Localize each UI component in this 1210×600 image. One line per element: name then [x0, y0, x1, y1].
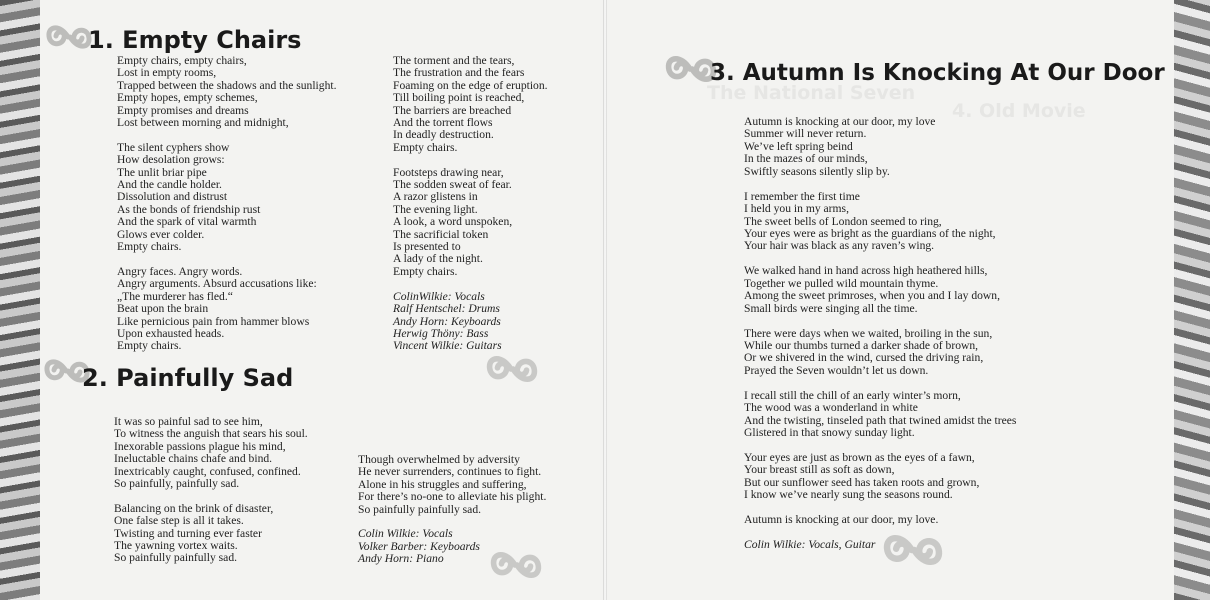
lyric-line: Glows ever colder.	[117, 227, 205, 241]
lyric-line: I remember the first time	[744, 189, 860, 203]
lyric-line: I held you in my arms,	[744, 202, 849, 216]
lyric-line: Upon exhausted heads.	[117, 326, 225, 340]
lyric-line: Or we shivered in the wind, cursed the driving rain,	[744, 351, 984, 365]
lyric-line: The sacrificial token	[393, 227, 489, 241]
stanza	[744, 265, 1016, 315]
stanza	[744, 116, 1016, 178]
lyric-line: The evening light.	[393, 202, 478, 216]
stanza	[744, 191, 1016, 253]
lyric-line: Lost between morning and midnight,	[117, 116, 289, 130]
lyric-line: Swiftly seasons silently slip by.	[744, 164, 890, 178]
lyric-line: Prayed the Seven wouldn’t let us down.	[744, 363, 929, 377]
credit-line: Vincent Wilkie: Guitars	[393, 339, 502, 353]
lyric-line: And the twisting, tinseled path that twined amidst the trees	[744, 413, 1017, 427]
autumn-credits	[744, 539, 1016, 551]
stanza	[117, 266, 337, 353]
autumn-lyrics	[744, 116, 1016, 551]
lyric-line: The sweet bells of London seemed to ring,	[744, 214, 942, 228]
left-page	[40, 0, 603, 600]
show-through-title: The National Seven	[707, 82, 916, 104]
lyric-line: I know we’ve nearly sung the seasons round.	[744, 488, 953, 502]
lyric-line: But our sunflower seed has taken roots and grown,	[744, 475, 980, 489]
lyric-line: And the candle holder.	[117, 178, 222, 192]
lyric-line: A look, a word unspoken,	[393, 215, 513, 229]
lyric-line: Like pernicious pain from hammer blows	[117, 314, 310, 328]
lyric-line: The frustration and the fears	[393, 66, 525, 80]
stanza	[744, 452, 1016, 502]
lyric-line: Is presented to	[393, 240, 461, 254]
lyric-line: The unlit briar pipe	[117, 165, 207, 179]
stanza	[744, 328, 1016, 378]
lyric-line: Small birds were singing all the time.	[744, 301, 918, 315]
painfully-sad-lyrics-col1	[114, 416, 308, 565]
lyric-line: So painfully painfully sad.	[358, 502, 482, 516]
swirl-ornament-icon	[490, 546, 542, 584]
credit-line: Colin Wilkie: Vocals	[358, 527, 453, 541]
lyric-line: He never surrenders, continues to fight.	[358, 465, 542, 479]
lyric-line: Among the sweet primroses, when you and I lay down,	[744, 289, 1000, 303]
lyric-line: Lost in empty rooms,	[117, 66, 217, 80]
credit-line: Volker Barber: Keyboards	[358, 539, 480, 553]
lyric-line: Footsteps drawing near,	[393, 165, 504, 179]
lyric-line: There were days when we waited, broiling in the sun,	[744, 326, 993, 340]
lyric-line: Balancing on the brink of disaster,	[114, 501, 274, 515]
credit-line: ColinWilkie: Vocals	[393, 289, 485, 303]
lyric-line: The barriers are breached	[393, 103, 512, 117]
lyric-line: Dissolution and distrust	[117, 190, 228, 204]
right-page	[607, 0, 1174, 600]
lyric-line: A razor glistens in	[393, 190, 478, 204]
stanza	[358, 454, 546, 516]
stanza	[117, 142, 337, 254]
lyric-line: Autumn is knocking at our door, my love	[744, 115, 936, 128]
empty-chairs-lyrics-col1	[117, 55, 337, 353]
credit-line: Andy Horn: Keyboards	[393, 314, 501, 328]
lyric-line: Beat upon the brain	[117, 302, 209, 316]
lyric-line: Twisting and turning ever faster	[114, 526, 262, 540]
lyric-line: Your hair was black as any raven’s wing.	[744, 239, 935, 253]
lyric-line: And the torrent flows	[393, 116, 493, 130]
stanza	[393, 167, 548, 279]
lyric-line: The wood was a wonderland in white	[744, 401, 918, 415]
credit-line: Andy Horn: Piano	[358, 552, 444, 566]
lyric-line: Trapped between the shadows and the sunlight.	[117, 78, 337, 92]
lyric-line: Your eyes were as bright as the guardians of the night,	[744, 227, 996, 241]
show-through-subtitle: 4. Old Movie	[952, 100, 1086, 122]
lyric-line: The sodden sweat of fear.	[393, 178, 512, 192]
lyric-line: The yawning vortex waits.	[114, 539, 238, 553]
lyric-line: Inextricably caught, confused, confined.	[114, 464, 301, 478]
scan-edge-right	[1174, 0, 1210, 600]
lyric-line: Inexorable passions plague his mind,	[114, 439, 286, 453]
lyric-line: I recall still the chill of an early winter’s morn,	[744, 388, 961, 402]
lyric-line: How desolation grows:	[117, 153, 225, 167]
lyric-line: In the mazes of our minds,	[744, 152, 868, 166]
lyric-line: Empty chairs.	[117, 240, 182, 254]
lyric-line: Empty chairs, empty chairs,	[117, 54, 247, 67]
lyric-line: We’ve left spring beind	[744, 139, 853, 153]
song-title-painfully-sad: 2. Painfully Sad	[82, 364, 294, 392]
stanza	[117, 55, 337, 129]
lyric-line: Together we pulled wild mountain thyme.	[744, 276, 939, 290]
stanza	[744, 514, 1016, 526]
lyric-line: Though overwhelmed by adversity	[358, 453, 520, 466]
lyric-line: Empty hopes, empty schemes,	[117, 91, 258, 105]
swirl-ornament-icon	[883, 528, 943, 572]
lyric-line: So painfully painfully sad.	[114, 551, 238, 565]
lyric-line: Empty chairs.	[117, 339, 182, 353]
lyric-line: The silent cyphers show	[117, 140, 230, 154]
lyric-line: One false step is all it takes.	[114, 514, 244, 528]
lyric-line: Empty promises and dreams	[117, 103, 249, 117]
stanza	[393, 55, 548, 154]
lyric-line: We walked hand in hand across high heathered hills,	[744, 264, 988, 278]
lyric-line: Till boiling point is reached,	[393, 91, 525, 105]
lyric-line: Empty chairs.	[393, 140, 458, 154]
swirl-ornament-icon	[46, 20, 92, 54]
lyric-line: For there’s no-one to alleviate his plight.	[358, 490, 547, 504]
lyric-line: Summer will never return.	[744, 127, 867, 141]
lyric-line: Foaming on the edge of eruption.	[393, 78, 548, 92]
lyric-line: Ineluctable chains chafe and bind.	[114, 452, 273, 466]
stanza	[114, 503, 308, 565]
song-title-empty-chairs: 1. Empty Chairs	[88, 26, 302, 54]
stanza	[114, 416, 308, 490]
credit-line: Herwig Thöny: Bass	[393, 326, 489, 340]
lyric-line: The torment and the tears,	[393, 54, 515, 67]
lyric-line: Angry faces. Angry words.	[117, 264, 243, 278]
lyric-line: Angry arguments. Absurd accusations like:	[117, 277, 317, 291]
lyric-line: Autumn is knocking at our door, my love.	[744, 513, 939, 527]
credit-line: Colin Wilkie: Vocals, Guitar	[744, 537, 876, 551]
lyric-line: „The murderer has fled.“	[117, 289, 233, 303]
lyric-line: To witness the anguish that sears his soul.	[114, 427, 308, 441]
scan-edge-left	[0, 0, 40, 600]
lyric-line: Empty chairs.	[393, 264, 458, 278]
lyric-line: While our thumbs turned a darker shade of brown,	[744, 338, 979, 352]
lyric-line: Glistered in that snowy sunday light.	[744, 426, 915, 440]
credit-line: Ralf Hentschel: Drums	[393, 302, 500, 316]
lyric-line: A lady of the night.	[393, 252, 483, 266]
empty-chairs-lyrics-col2	[393, 55, 548, 353]
empty-chairs-credits	[393, 291, 548, 353]
lyric-line: In deadly destruction.	[393, 128, 494, 142]
song-title-autumn-is-knocking: 3. Autumn Is Knocking At Our Door	[710, 60, 1165, 86]
lyric-line: It was so painful sad to see him,	[114, 415, 263, 428]
swirl-ornament-icon	[486, 350, 538, 388]
lyric-line: Your breast still as soft as down,	[744, 463, 895, 477]
lyric-line: Alone in his struggles and suffering,	[358, 477, 527, 491]
stanza	[744, 390, 1016, 440]
lyric-line: Your eyes are just as brown as the eyes of a fawn,	[744, 450, 975, 464]
lyric-line: And the spark of vital warmth	[117, 215, 257, 229]
lyric-line: As the bonds of friendship rust	[117, 202, 261, 216]
lyric-line: So painfully, painfully sad.	[114, 477, 240, 491]
